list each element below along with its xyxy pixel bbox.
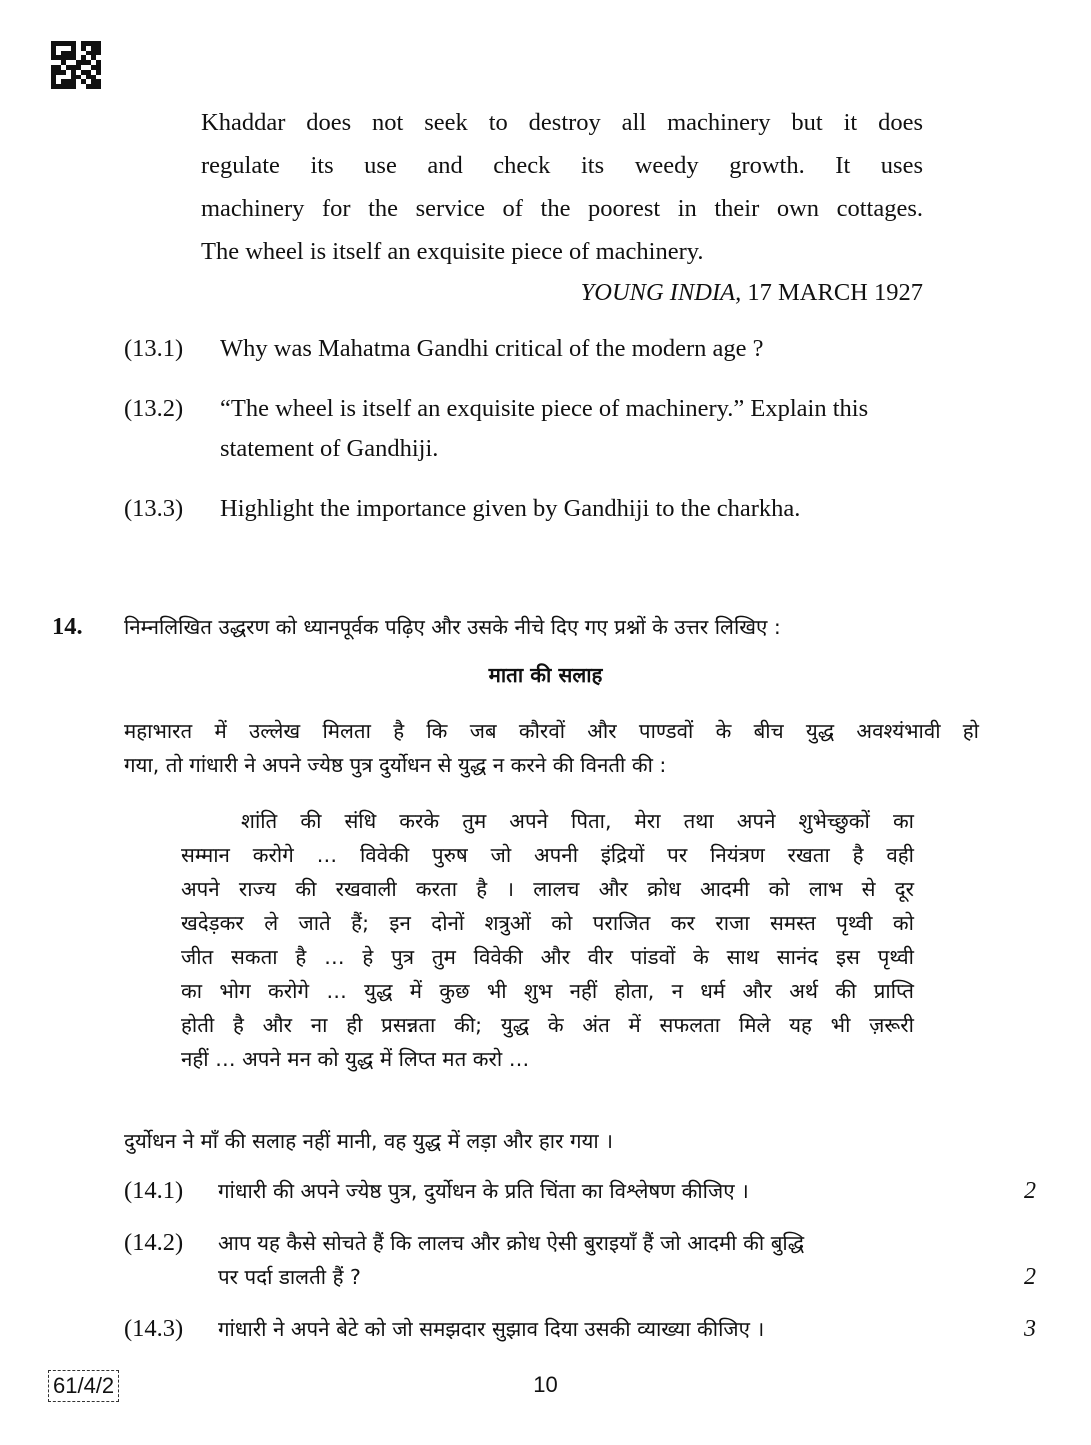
quote-line: Khaddar does not seek to destroy all machinery but it does (201, 109, 923, 136)
sub-question-text: Why was Mahatma Gandhi critical of the modern age ? (220, 335, 764, 362)
sub-question-line: पर पर्दा डालती हैं ? (218, 1265, 361, 1289)
quote-line: The wheel is itself an exquisite piece of machinery. (201, 238, 704, 265)
block-quote-line: नहीं … अपने मन को युद्ध में लिप्त मत करो … (181, 1047, 530, 1071)
sub-question-line: statement of Gandhiji. (220, 435, 439, 462)
sub-question-text (220, 387, 1010, 467)
page-number: 10 (533, 1372, 558, 1397)
marks: 2 (1024, 1264, 1036, 1290)
sub-question-number: (13.2) (124, 395, 184, 422)
marks: 3 (1024, 1316, 1036, 1342)
block-quote-line: अपने राज्य की रखवाली करता है । लालच और क्रोध आदमी को लाभ से दूर (181, 877, 914, 901)
block-quote-line: शांति की संधि करके तुम अपने पिता, मेरा तथा अपने शुभेच्छुकों का (241, 809, 914, 833)
question-instruction: निम्नलिखित उद्धरण को ध्यानपूर्वक पढ़िए और उसके नीचे दिए गए प्रश्नों के उत्तर लिखिए : (124, 615, 781, 639)
question-14-3 (124, 1312, 1036, 1346)
qr-code (51, 41, 101, 89)
block-quote (181, 804, 914, 1076)
block-quote-line: खदेड़कर ले जाते हैं; इन दोनों शत्रुओं को पराजित कर राजा समस्त पृथ्वी को (181, 911, 914, 935)
block-quote-line: का भोग करोगे … युद्ध में कुछ भी शुभ नहीं होता, न धर्म और अर्थ की प्राप्ति (181, 979, 914, 1003)
question-13-1 (124, 327, 1004, 370)
source-title: YOUNG INDIA, (580, 279, 742, 306)
quote-source (201, 273, 923, 313)
sub-question-number: (14.3) (124, 1315, 184, 1342)
source-date: 17 MARCH 1927 (747, 279, 923, 306)
sub-question-text (218, 1226, 984, 1294)
sub-question-text: Highlight the importance given by Gandhiji to the charkha. (220, 495, 801, 522)
passage-intro (124, 714, 979, 782)
paper-code: 61/4/2 (48, 1370, 119, 1402)
block-quote-line: होती है और ना ही प्रसन्नता की; युद्ध के अंत में सफलता मिले यह भी ज़रूरी (181, 1013, 914, 1037)
passage-conclusion: दुर्योधन ने माँ की सलाह नहीं मानी, वह युद्ध में लड़ा और हार गया । (124, 1129, 614, 1153)
sub-question-number: (14.1) (124, 1177, 184, 1204)
sub-question-line: आप यह कैसे सोचते हैं कि लालच और क्रोध ऐसी बुराइयाँ हैं जो आदमी की बुद्धि (218, 1231, 805, 1255)
marks: 2 (1024, 1178, 1036, 1204)
passage-line: महाभारत में उल्लेख मिलता है कि जब कौरवों और पाण्डवों के बीच युद्ध अवश्यंभावी हो (124, 719, 979, 743)
sub-question-number: (13.1) (124, 335, 184, 362)
sub-question-text: गांधारी की अपने ज्येष्ठ पुत्र, दुर्योधन के प्रति चिंता का विश्लेषण कीजिए । (218, 1179, 749, 1203)
passage-line: गया, तो गांधारी ने अपने ज्येष्ठ पुत्र दुर्योधन से युद्ध न करने की विनती की : (124, 753, 667, 777)
sub-question-text: गांधारी ने अपने बेटे को जो समझदार सुझाव दिया उसकी व्याख्या कीजिए । (218, 1317, 765, 1341)
question-13-2 (124, 387, 1004, 467)
block-quote-line: जीत सकता है … हे पुत्र तुम विवेकी और वीर पांडवों के साथ सानंद इस पृथ्वी (181, 945, 914, 969)
question-14-1 (124, 1174, 1036, 1208)
sub-question-number: (13.3) (124, 495, 184, 522)
quote-line: machinery for the service of the poorest in their own cottages. (201, 195, 923, 222)
sub-question-number: (14.2) (124, 1229, 184, 1256)
question-number: 14. (52, 613, 83, 640)
passage-title: माता की सलाह (488, 663, 603, 687)
question-13-3 (124, 487, 1004, 530)
quoted-passage (201, 101, 923, 313)
quote-line: regulate its use and check its weedy growth. It uses (201, 152, 923, 179)
question-14-2 (124, 1226, 1036, 1294)
block-quote-line: सम्मान करोगे … विवेकी पुरुष जो अपनी इंद्रियों पर नियंत्रण रखता है वही (181, 843, 914, 867)
sub-question-line: “The wheel is itself an exquisite piece of machinery.” Explain this (220, 395, 869, 422)
